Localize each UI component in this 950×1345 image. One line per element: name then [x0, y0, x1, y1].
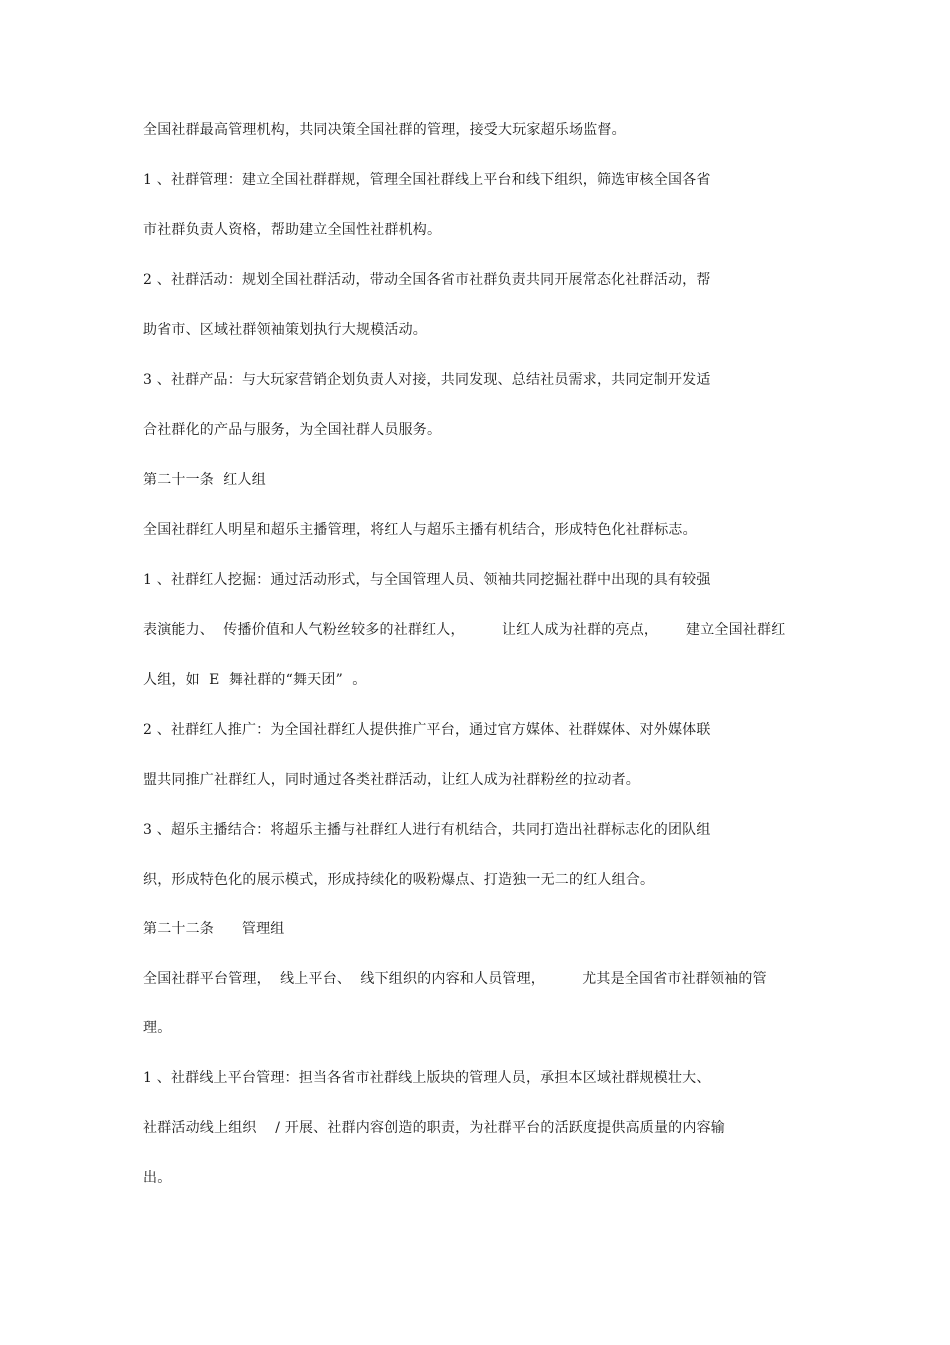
paragraph-line: 织，形成特色化的展示模式，形成持续化的吸粉爆点、打造独一无二的红人组合。 [143, 872, 655, 888]
paragraph-line: 1 、社群红人挖掘：通过活动形式，与全国管理人员、领袖共同挖掘社群中出现的具有较强 [143, 572, 711, 588]
paragraph-line: 全国社群平台管理， 线上平台、 线下组织的内容和人员管理， 尤其是全国省市社群领袖的管 [143, 971, 767, 987]
section-heading: 第二十一条 红人组 [143, 472, 266, 488]
paragraph-line: 1 、社群线上平台管理：担当各省市社群线上版块的管理人员，承担本区域社群规模壮大、 [143, 1070, 711, 1086]
paragraph-line: 市社群负责人资格，帮助建立全国性社群机构。 [143, 222, 442, 238]
paragraph-line: 理。 [143, 1020, 172, 1036]
paragraph-line: 2 、社群活动：规划全国社群活动，带动全国各省市社群负责共同开展常态化社群活动，帮 [143, 272, 711, 288]
section-heading: 第二十二条 管理组 [143, 921, 285, 937]
paragraph-line: 出。 [143, 1170, 172, 1186]
paragraph-line: 助省市、区域社群领袖策划执行大规模活动。 [143, 322, 427, 338]
paragraph-line: 全国社群最高管理机构，共同决策全国社群的管理，接受大玩家超乐场监督。 [143, 122, 626, 138]
paragraph-line: 3 、超乐主播结合：将超乐主播与社群红人进行有机结合，共同打造出社群标志化的团队组 [143, 822, 711, 838]
paragraph-line: 表演能力、 传播价值和人气粉丝较多的社群红人， 让红人成为社群的亮点， 建立全国社群红 [143, 622, 786, 638]
paragraph-line: 全国社群红人明星和超乐主播管理，将红人与超乐主播有机结合，形成特色化社群标志。 [143, 522, 697, 538]
paragraph-line: 合社群化的产品与服务，为全国社群人员服务。 [143, 422, 442, 438]
paragraph-line: 社群活动线上组织 / 开展、社群内容创造的职责，为社群平台的活跃度提供高质量的内容输 [143, 1120, 725, 1136]
paragraph-line: 2 、社群红人推广：为全国社群红人提供推广平台，通过官方媒体、社群媒体、对外媒体联 [143, 722, 711, 738]
paragraph-line: 盟共同推广社群红人，同时通过各类社群活动，让红人成为社群粉丝的拉动者。 [143, 772, 640, 788]
paragraph-line: 3 、社群产品：与大玩家营销企划负责人对接，共同发现、总结社员需求，共同定制开发适 [143, 372, 711, 388]
paragraph-line: 1 、社群管理：建立全国社群群规，管理全国社群线上平台和线下组织，筛选审核全国各省 [143, 172, 711, 188]
paragraph-line: 人组，如 E 舞社群的“舞天团” 。 [143, 672, 367, 688]
